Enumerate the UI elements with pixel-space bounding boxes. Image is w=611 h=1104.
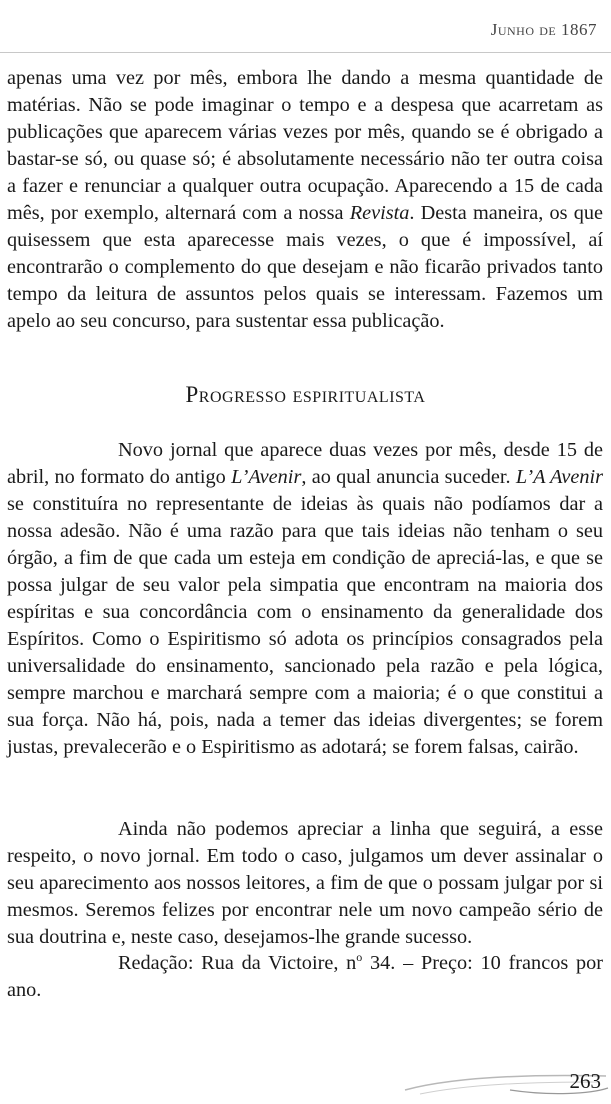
section-heading: Progresso espiritualista [185, 382, 426, 407]
paragraph-2 [7, 437, 603, 761]
paragraph-4 [7, 950, 603, 1004]
paragraph-1-text-b: . Desta maneira, os que quisessem que esta aparecesse mais vezes, o que é impossível, aí encontrarão o complemento do que desejam e não ficarão privados tanto tempo da leitura de assuntos pelos quais se interessam. Fazemos um apelo ao seu concurso, para sustentar essa publicação. [7, 202, 603, 332]
page-number: 263 [569, 1069, 601, 1093]
paragraph-3: Ainda não podemos apreciar a linha que seguirá, a esse respeito, o novo jornal. Em todo o caso, julgamos um dever assinalar o seu aparecimento aos nossos leitores, a fim de que o possam julgar por si mesmos. Seremos felizes por encontrar nele um novo campeão sério de sua doutrina e, neste caso, desejamos-lhe grande sucesso. [7, 818, 603, 948]
revista-italic: Revista [349, 202, 410, 224]
paragraph-4-text-a: Redação: Rua da Victoire, n [118, 952, 357, 974]
paragraph-1 [7, 65, 603, 335]
paragraph-4-text-b: 34. – Preço: 10 francos por ano. [7, 952, 603, 1001]
paragraph-2-text-b: , ao qual anuncia suceder. [301, 466, 516, 488]
running-head: Junho de 1867 [490, 20, 597, 39]
header-rule [0, 52, 611, 53]
la-avenir-italic: L’A Avenir [515, 466, 604, 488]
ordinal-superscript: o [356, 950, 363, 965]
paragraph-2-text-c: se constituíra no representante de ideias às quais não podíamos dar a nossa adesão. Não é uma razão para que tais ideias não tenham o seu órgão, a fim de que cada um esteja em condição de apreciá-las, e que se possa julgar de seu valor pela simpatia que encontram na maioria dos espíritas e sua concordância com o ensinamento da generalidade dos Espíritos. Como o Espiritismo só adota os princípios consagrados pela universalidade do ensinamento, sancionado pela razão e pela lógica, sempre marchou e marchará sempre com a maioria; é o que constitui a sua força. Não há, pois, nada a temer das ideias divergentes; se forem justas, prevalecerão e o Espiritismo as adotará; se forem falsas, cairão. [7, 493, 603, 758]
lavenir-italic: L’Avenir [231, 466, 302, 488]
paragraph-1-text-a: apenas uma vez por mês, embora lhe dando a mesma quantidade de matérias. Não se pode imaginar o tempo e a despesa que acarretam as publicações que aparecem várias vezes por mês, quando se é obrigado a bastar-se só, ou quase só; é absolutamente necessário não ter outra coisa a fazer e renunciar a qualquer outra ocupação. Aparecendo a 15 de cada mês, por exemplo, alternará com a nossa [7, 67, 603, 224]
paragraph-2-text-a: Novo jornal que aparece duas vezes por mês, desde 15 de abril, no formato do antigo [7, 439, 603, 488]
